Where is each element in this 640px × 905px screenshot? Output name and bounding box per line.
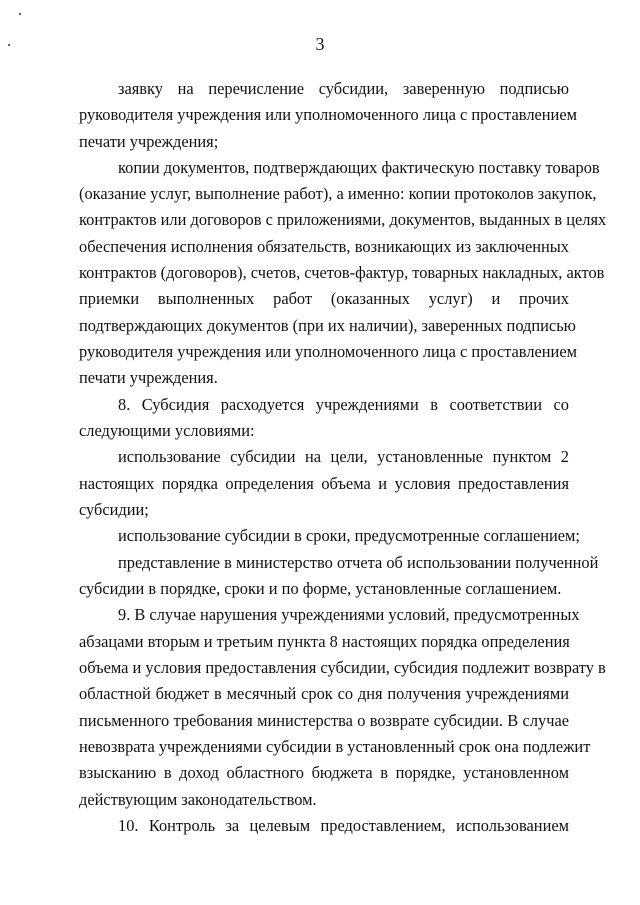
text-line: подтверждающих документов (при их наличии), заверенных подписью <box>79 316 576 335</box>
text-line: 8. Субсидия расходуется учреждениями в соответствии со <box>118 395 569 414</box>
text-line: действующим законодательством. <box>79 790 317 809</box>
text-line: абзацами вторым и третьим пункта 8 настоящих порядка определения <box>79 632 570 651</box>
text-line: субсидии в порядке, сроки и по форме, установленные соглашением. <box>79 579 562 598</box>
text-line: 10. Контроль за целевым предоставлением, использованием <box>118 816 569 835</box>
text-line: приемки выполненных работ (оказанных услуг) и прочих <box>79 289 569 308</box>
text-line: невозврата учреждениями субсидии в установленный срок она подлежит <box>79 737 591 756</box>
text-line: представление в министерство отчета об использовании полученной <box>118 553 599 572</box>
text-line: субсидии; <box>79 500 149 519</box>
scan-speck <box>19 13 21 15</box>
text-line: использование субсидии в сроки, предусмотренные соглашением; <box>118 526 580 545</box>
text-line: 9. В случае нарушения учреждениями условий, предусмотренных <box>118 605 580 624</box>
text-line: письменного требования министерства о возврате субсидии. В случае <box>79 711 569 730</box>
text-line: настоящих порядка определения объема и условия предоставления <box>79 474 569 493</box>
text-line: печати учреждения. <box>79 368 218 387</box>
text-line: взысканию в доход областного бюджета в порядке, установленном <box>79 763 569 782</box>
page-number: 3 <box>315 34 325 54</box>
text-line: объема и условия предоставления субсидии, субсидия подлежит возврату в <box>79 658 606 677</box>
text-line: использование субсидии на цели, установленные пунктом 2 <box>118 447 569 466</box>
text-line: руководителя учреждения или уполномоченного лица с проставлением <box>79 105 577 124</box>
text-line: руководителя учреждения или уполномоченного лица с проставлением <box>79 342 577 361</box>
text-line: заявку на перечисление субсидии, заверенную подписью <box>118 79 569 98</box>
text-line: следующими условиями: <box>79 421 255 440</box>
text-line: контрактов (договоров), счетов, счетов-фактур, товарных накладных, актов <box>79 263 605 282</box>
text-line: копии документов, подтверждающих фактическую поставку товаров <box>118 158 600 177</box>
text-line: обеспечения исполнения обязательств, возникающих из заключенных <box>79 237 569 256</box>
text-line: печати учреждения; <box>79 132 219 151</box>
text-line: (оказание услуг, выполнение работ), а именно: копии протоколов закупок, <box>79 184 597 203</box>
text-line: областной бюджет в месячный срок со дня получения учреждениями <box>79 684 569 703</box>
text-line: контрактов или договоров с приложениями, документов, выданных в целях <box>79 210 607 229</box>
